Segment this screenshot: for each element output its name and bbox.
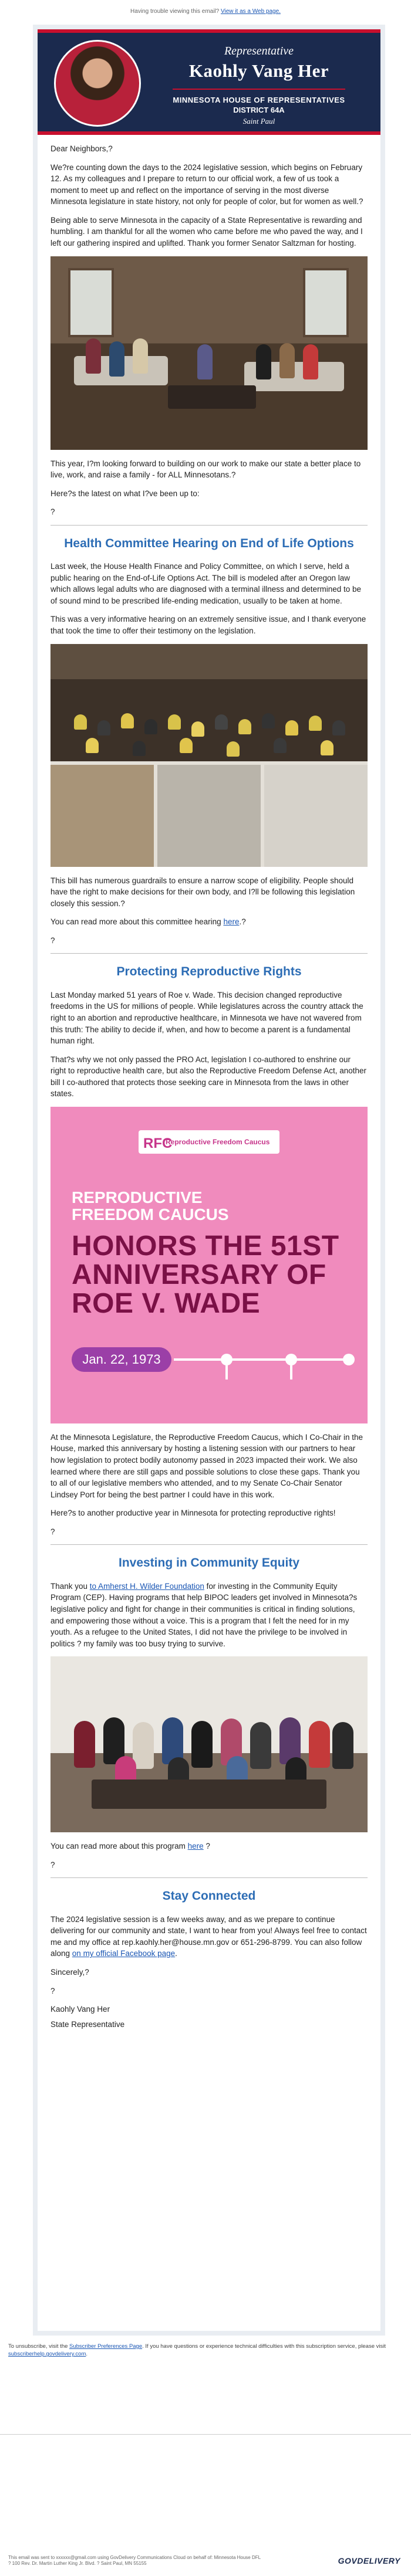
section-divider	[50, 1544, 368, 1545]
signature-block	[50, 2004, 368, 2015]
representative-portrait	[54, 40, 141, 127]
intro-paragraph-2: Being able to serve Minnesota in the capacity of a State Representative is rewarding and humbling. I am thankful for all the women who came before me who paved the way, and I left our gathering inspired and uplifted. Thank you former Senator Saltzman for hosting.	[50, 215, 363, 248]
equity-paragraph-2: You can read more about this program here ?	[50, 1842, 210, 1851]
header-bottom-stripe	[38, 131, 380, 135]
equity-spacer: ?	[50, 1860, 55, 1869]
signature-title: State Representative	[50, 2019, 125, 2029]
health-spacer: ?	[50, 936, 55, 945]
health-section-title: Health Committee Hearing on End of Life Options	[64, 536, 354, 550]
section-divider	[50, 953, 368, 954]
header-role: Representative	[224, 45, 294, 57]
section-divider	[50, 1877, 368, 1878]
greeting: Dear Neighbors,?	[50, 144, 113, 153]
repro-paragraph-2: That?s why we not only passed the PRO Act, legislation I co-authored to enshrine our right to reproductive health care, but also the Reproductive Freedom Defense Act, another bill I co-authored that protects those seeking care in Minnesota from the laws in other states.	[50, 1055, 367, 1099]
intro-paragraph-3: This year, I?m looking forward to building on our work to make our state a better place to live, work, and raise a family - for ALL Minnesotans.?	[50, 459, 361, 480]
health-paragraph-4: You can read more about this committee hearing here.?	[50, 917, 246, 927]
caucus-logo-mark: RFC	[143, 1135, 173, 1151]
equity-paragraph-1: Thank you to Amherst H. Wilder Foundation for investing in the Community Equity Program (CEP). Having programs that help BIPOC leaders get involved in Minnesota?s legislative policy and fight for change in their communities is critical in finding solutions, and empowering those without a voice. This is a program that I felt the need for in my youth. As a refugee to the United States, I did not have the privilege to be involved in politics ? my family was too busy trying to survive.	[50, 1581, 358, 1648]
repro-paragraph-1: Last Monday marked 51 years of Roe v. Wade. This decision changed reproductive freedoms in the US for millions of people. While legislatures across the country attack the right to an abortion and reproductive healthcare, in Minnesota we have not wavered from this truth: The ability to decide if, when, and how to become a parent is a fundamental human right.	[50, 990, 363, 1046]
view-online-text: Having trouble viewing this email?	[130, 8, 220, 15]
equity-program-link[interactable]: here	[187, 1842, 204, 1851]
connected-section-title: Stay Connected	[162, 1889, 256, 1903]
graphic-headline: HONORS THE 51ST ANNIVERSARY OF ROE V. WADE	[72, 1230, 339, 1319]
signature-name: Kaohly Vang Her	[50, 2005, 110, 2014]
view-as-web-page-link[interactable]: View it as a Web page.	[221, 8, 281, 15]
header-text	[149, 45, 369, 126]
unsubscribe-note: To unsubscribe, visit the Subscriber Preferences Page. If you have questions or experience technical difficulties with this subscription service, please visit subscriberhelp.govdelivery.com.	[8, 2343, 386, 2358]
footer-divider	[0, 2434, 411, 2435]
section-divider	[50, 525, 368, 526]
sent-to-note: This email was sent to xxxxxx@gmail.com using GovDelivery Communications Cloud on behalf of: Minnesota House DFL ? 100 Rev. Dr. Martin Luther King Jr. Blvd. ? Saint Paul, MN 55155	[8, 2555, 261, 2567]
govdelivery-logo: GOVDELIVERY	[338, 2556, 400, 2565]
graphic-caucus-name: REPRODUCTIVE FREEDOM CAUCUS	[72, 1188, 229, 1224]
committee-hearing-photo-collage	[50, 644, 368, 867]
intro-paragraph-4: Here?s the latest on what I?ve been up to:	[50, 489, 200, 498]
caucus-logo-text: Reproductive Freedom Caucus	[166, 1137, 270, 1146]
sign-off-spacer: ?	[50, 1986, 55, 1995]
header-rule	[173, 89, 345, 90]
header-name: Kaohly Vang Her	[188, 60, 329, 81]
sign-off: Sincerely,?	[50, 1968, 89, 1977]
facebook-page-link[interactable]: on my official Facebook page	[72, 1949, 176, 1958]
health-paragraph-3: This bill has numerous guardrails to ensure a narrow scope of eligibility. People should have the right to make decisions for their own body, and I?ll be following this legislation closely this session.?	[50, 876, 355, 908]
graphic-timeline	[174, 1358, 350, 1361]
community-equity-group-photo	[50, 1656, 368, 1832]
header-office: MINNESOTA HOUSE OF REPRESENTATIVES	[173, 96, 345, 104]
intro-paragraph-1: We?re counting down the days to the 2024 legislative session, which begins on February 12. As my colleagues and I prepare to return to our official work, a few of us took a moment to meet up and reflect on the importance of serving in the most diverse Minnesota legislature in state history, not only for people of color, but for women as well.?	[50, 162, 363, 206]
newsletter-header	[38, 29, 380, 135]
women-legislators-photo	[50, 256, 368, 450]
health-paragraph-2: This was a very informative hearing on an extremely sensitive issue, and I thank everyone that took the time to offer their testimony on the legislation.	[50, 615, 366, 635]
connected-paragraph-1: The 2024 legislative session is a few weeks away, and as we prepare to continue delivering for our community and state, I want to hear from you! Always feel free to contact me and my office at rep.kaohly.her@house.mn.gov or 651-296-8799. You can also follow along on my official Facebook page.	[50, 1914, 367, 1958]
repro-section-title: Protecting Reproductive Rights	[116, 965, 302, 979]
email-card	[38, 29, 380, 2331]
subscriber-help-link[interactable]: subscriberhelp.govdelivery.com	[8, 2351, 86, 2358]
view-online-note	[0, 0, 411, 15]
roe-anniversary-graphic	[50, 1107, 368, 1423]
signature-title-line	[50, 2019, 368, 2031]
wilder-foundation-link[interactable]: to Amherst H. Wilder Foundation	[89, 1581, 204, 1591]
repro-paragraph-4: Here?s to another productive year in Minnesota for protecting reproductive rights!	[50, 1509, 336, 1518]
email-frame	[33, 25, 385, 2336]
equity-section-title: Investing in Community Equity	[118, 1556, 300, 1570]
repro-spacer: ?	[50, 1527, 55, 1536]
subscriber-preferences-link[interactable]: Subscriber Preferences Page	[69, 2343, 143, 2350]
header-top-stripe	[38, 29, 380, 33]
intro-spacer: ?	[50, 507, 55, 517]
repro-paragraph-3: At the Minnesota Legislature, the Reproductive Freedom Caucus, which I Co-Chair in the House, marked this anniversary by hosting a listening session with our partners to hear how legislation to protect bodily autonomy passed in 2023 impacted their work. We also learned where there are still gaps and possible solutions to close these gaps. Thank you to all of our legislative members who attended, and to my Senate Co-Chair Senator Lindsey Port for being the best partner I could have in this work.	[50, 1432, 363, 1499]
email-body	[38, 135, 380, 2030]
graphic-date-pill: Jan. 22, 1973	[72, 1347, 171, 1372]
header-city: Saint Paul	[242, 117, 275, 126]
header-district: DISTRICT 64A	[233, 106, 285, 114]
hearing-article-link[interactable]: here	[223, 917, 240, 927]
health-paragraph-1: Last week, the House Health Finance and Policy Committee, on which I serve, held a public hearing on the End-of-Life Options Act. The bill is modeled after an Oregon law which allows legal adults who are diagnosed with a terminal illness and determined to be of sound mind to be prescribed life-ending medication, usually to be taken at home.	[50, 562, 362, 605]
